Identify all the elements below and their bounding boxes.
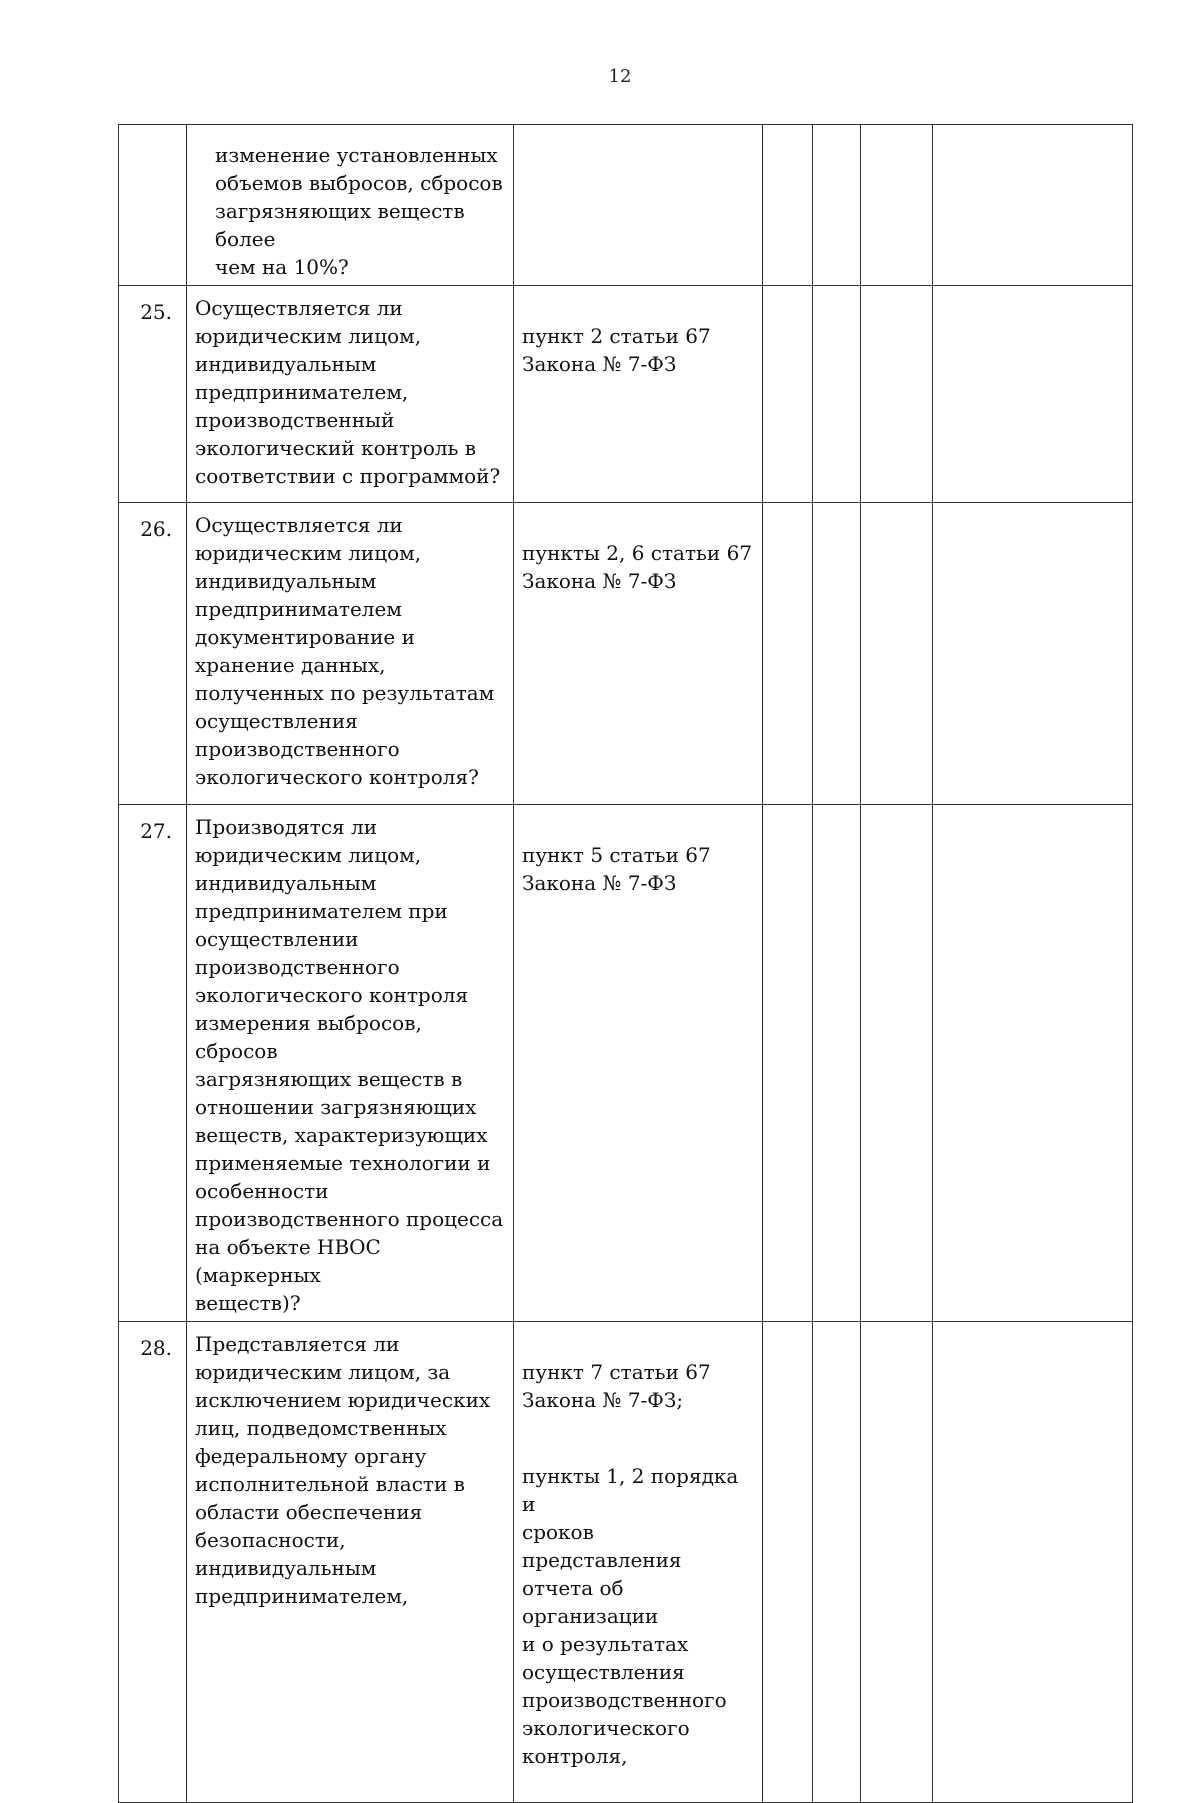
comment-cell[interactable] (933, 286, 1133, 503)
reference-cell (514, 1322, 763, 1803)
answer-cell-na[interactable] (861, 286, 933, 503)
comment-cell[interactable] (933, 503, 1133, 805)
row-number: 28. (119, 1322, 187, 1803)
table-row (119, 286, 1133, 503)
answer-cell-no[interactable] (813, 503, 861, 805)
question-cell: Производятся ли юридическим лицом, индивидуальным предпринимателем при осуществлении производственного экологического контроля измерения выбросов, сбросов загрязняющих веществ в отношении загрязняющих веществ, характеризующих применяемые технологии и особенности производственного процесса на объекте НВОС (маркерных веществ)? (187, 805, 514, 1322)
reference-cell (514, 286, 763, 503)
page-number: 12 (608, 66, 632, 87)
answer-cell-yes[interactable] (763, 1322, 813, 1803)
reference-cell (514, 125, 763, 286)
table-row (119, 805, 1133, 1322)
answer-cell-yes[interactable] (763, 805, 813, 1322)
table-row (119, 503, 1133, 805)
answer-cell-yes[interactable] (763, 503, 813, 805)
row-number: 27. (119, 805, 187, 1322)
checklist-table (118, 124, 1133, 1803)
comment-cell[interactable] (933, 1322, 1133, 1803)
answer-cell-na[interactable] (861, 805, 933, 1322)
answer-cell-no[interactable] (813, 1322, 861, 1803)
question-cell: Осуществляется ли юридическим лицом, индивидуальным предпринимателем, производственный экологический контроль в соответствии с программой? (187, 286, 514, 503)
reference-cell (514, 805, 763, 1322)
question-cell: Представляется ли юридическим лицом, за исключением юридических лиц, подведомственных федеральному органу исполнительной власти в области обеспечения безопасности, индивидуальным предпринимателем, (187, 1322, 514, 1803)
reference-text: пункт 7 статьи 67 Закона № 7-ФЗ; (522, 1360, 711, 1412)
row-number (119, 125, 187, 286)
answer-cell-yes[interactable] (763, 286, 813, 503)
row-number: 25. (119, 286, 187, 503)
answer-cell-na[interactable] (861, 125, 933, 286)
answer-cell-na[interactable] (861, 503, 933, 805)
answer-cell-no[interactable] (813, 286, 861, 503)
answer-cell-yes[interactable] (763, 125, 813, 286)
reference-cell (514, 503, 763, 805)
reference-text: пункт 2 статьи 67 Закона № 7-ФЗ (522, 324, 711, 376)
comment-cell[interactable] (933, 805, 1133, 1322)
question-cell: Осуществляется ли юридическим лицом, индивидуальным предпринимателем документирование и хранение данных, полученных по результатам осуществления производственного экологического контроля? (187, 503, 514, 805)
table-row (119, 1322, 1133, 1803)
reference-text: пункт 5 статьи 67 Закона № 7-ФЗ (522, 843, 711, 895)
answer-cell-na[interactable] (861, 1322, 933, 1803)
row-number: 26. (119, 503, 187, 805)
table-row (119, 125, 1133, 286)
comment-cell[interactable] (933, 125, 1133, 286)
answer-cell-no[interactable] (813, 805, 861, 1322)
question-cell: изменение установленных объемов выбросов, сбросов загрязняющих веществ более чем на 10%? (187, 125, 514, 286)
reference-text: пункты 2, 6 статьи 67 Закона № 7-ФЗ (522, 541, 753, 593)
reference-text: пункты 1, 2 порядка и сроков представления отчета об организации и о результатах осуществления производственного экологического контроля, (522, 1464, 739, 1768)
answer-cell-no[interactable] (813, 125, 861, 286)
